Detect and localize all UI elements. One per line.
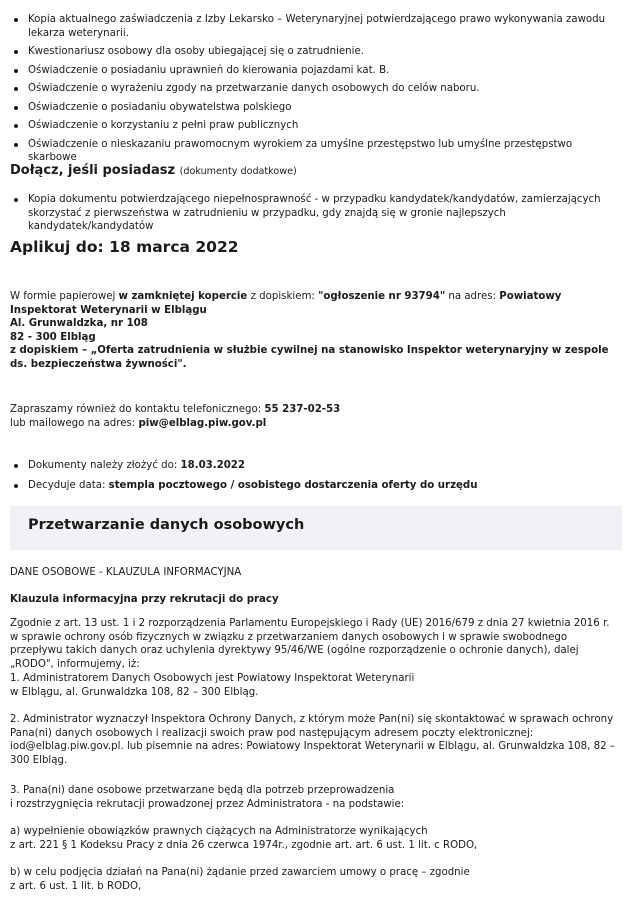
- email-label: lub mailowego na adres:: [10, 417, 139, 429]
- requirement-item: Kwestionariusz osobowy dla osoby ubiegającej się o zatrudnienie.: [11, 45, 620, 59]
- requirement-item: Kopia aktualnego zaświadczenia z Izby Lekarsko – Weterynaryjnej potwierdzającego prawo wykonywania zawodu lekarza weterynarii.: [11, 13, 620, 40]
- clause-heading: Klauzula informacyjna przy rekrutacji do pracy: [10, 594, 279, 605]
- submission-deadline-label: Dokumenty należy złożyć do:: [28, 460, 181, 471]
- clause-point-b: [10, 866, 620, 893]
- requirement-item: Oświadczenie o posiadaniu uprawnień do kierowania pojazdami kat. B.: [11, 64, 620, 78]
- clause-point-3-line: i rozstrzygnięcia rekrutacji prowadzonej przez Administratora - na podstawie:: [10, 798, 405, 810]
- requirements-list: [0, 13, 620, 170]
- additional-documents-subtitle: (dokumenty dodatkowe): [179, 166, 297, 177]
- postal-code-city: 82 - 300 Elbląg: [10, 331, 96, 343]
- requirement-item: Oświadczenie o wyrażeniu zgody na przetwarzanie danych osobowych do celów naboru.: [11, 82, 620, 96]
- clause-point-a-line: a) wypełnienie obowiązków prawnych ciążących na Administratorze wynikających: [10, 826, 428, 837]
- clause-point-1: [10, 672, 620, 699]
- clause-point-b-line: z art. 6 ust. 1 lit. b RODO,: [10, 880, 142, 892]
- clause-caps-title: DANE OSOBOWE - KLAUZULA INFORMACYJNA: [10, 567, 242, 578]
- additional-documents-heading: [10, 164, 297, 179]
- envelope-annotation: z dopiskiem – „Oferta zatrudnienia w służbie cywilnej na stanowisko Inspektor weterynaryjny w zespole ds. bezpieczeństwa żywności".: [10, 345, 609, 370]
- section-title: Przetwarzanie danych osobowych: [28, 517, 305, 533]
- contact-block: [10, 403, 610, 430]
- requirement-item: Oświadczenie o korzystaniu z pełni praw publicznych: [11, 119, 620, 133]
- postal-address-block: [10, 290, 610, 371]
- clause-point-3: [10, 784, 620, 811]
- clause-point-b-line: b) w celu podjęcia działań na Pana(ni) żądanie przed zawarciem umowy o pracę – zgodnie: [10, 867, 470, 878]
- submission-deadline-item: [11, 459, 620, 473]
- address-text: z dopiskiem:: [247, 291, 319, 302]
- additional-documents-list: [0, 193, 620, 234]
- submission-deadline-date: 18.03.2022: [180, 460, 245, 471]
- institution-name: Powiatowy Inspektorat Weterynarii w Elblągu: [10, 291, 562, 316]
- decisive-date-value: stempla pocztowego / osobistego dostarczenia oferty do urzędu: [108, 479, 478, 491]
- clause-intro-paragraph: Zgodnie z art. 13 ust. 1 i 2 rozporządzenia Parlamentu Europejskiego i Rady (UE) 2016/679 z dnia 27 kwietnia 2016 r. w sprawie ochrony osób fizycznych w związku z przetwarzaniem danych osobowych i w sprawie swobodnego przepływu takich danych oraz uchylenia dyrektywy 95/46/WE (ogólne rozporządzenie o ochronie danych), dalej „RODO", informujemy, iż:: [10, 618, 610, 670]
- sealed-envelope-text: w zamkniętej kopercie: [118, 291, 248, 302]
- phone-label: Zapraszamy również do kontaktu telefonicznego:: [10, 404, 265, 415]
- personal-data-section-header: [10, 506, 622, 550]
- clause-point-3-line: 3. Pana(ni) dane osobowe przetwarzane będą dla potrzeb przeprowadzenia: [10, 785, 395, 796]
- offer-number: "ogłoszenie nr 93794": [318, 291, 446, 302]
- clause-point-2: 2. Administrator wyznaczył Inspektora Ochrony Danych, z którym może Pan(ni) się skontaktować w sprawach ochrony Pana(ni) danych osobowych i realizacji swoich praw pod następującym adresem poczty elektronicznej: iod@elblag.piw.gov.pl. lub pisemnie na adres: Powiatowy Inspektorat Weterynarii w Elblągu, al. Grunwaldzka 108, 82 – 300 Elbląg.: [10, 714, 615, 766]
- clause-point-a-line: z art. 221 § 1 Kodeksu Pracy z dnia 26 czerwca 1974r., zgodnie art. art. 6 ust. 1 lit. c RODO,: [10, 839, 478, 851]
- requirement-item: Oświadczenie o posiadaniu obywatelstwa polskiego: [11, 101, 620, 115]
- street-address: Al. Grunwaldzka, nr 108: [10, 318, 148, 329]
- decisive-date-item: [11, 479, 620, 493]
- phone-number: 55 237-02-53: [264, 404, 341, 415]
- decisive-date-label: Decyduje data:: [28, 479, 109, 491]
- application-deadline-heading: Aplikuj do: 18 marca 2022: [10, 238, 239, 256]
- additional-documents-title: Dołącz, jeśli posiadasz: [10, 163, 176, 178]
- additional-document-item: Kopia dokumentu potwierdzającego niepełnosprawność - w przypadku kandydatek/kandydatów, zamierzających skorzystać z pierwszeństwa w zatrudnieniu w przypadku, gdy znajdą się w gronie najlepszych kandydatek/kandydatów: [11, 193, 620, 234]
- clause-point-1-line: 1. Administratorem Danych Osobowych jest Powiatowy Inspektorat Weterynarii: [10, 673, 415, 684]
- requirement-item: Oświadczenie o nieskazaniu prawomocnym wyrokiem za umyślne przestępstwo lub umyślne przestępstwo skarbowe: [11, 138, 620, 165]
- clause-point-a: [10, 825, 620, 852]
- address-text: na adres:: [445, 291, 500, 302]
- clause-point-1-line: w Elblągu, al. Grunwaldzka 108, 82 – 300 Elbląg.: [10, 686, 259, 698]
- submission-dates-list: [0, 459, 620, 498]
- address-text: W formie papierowej: [10, 291, 119, 302]
- email-address: piw@elblag.piw.gov.pl: [138, 417, 267, 429]
